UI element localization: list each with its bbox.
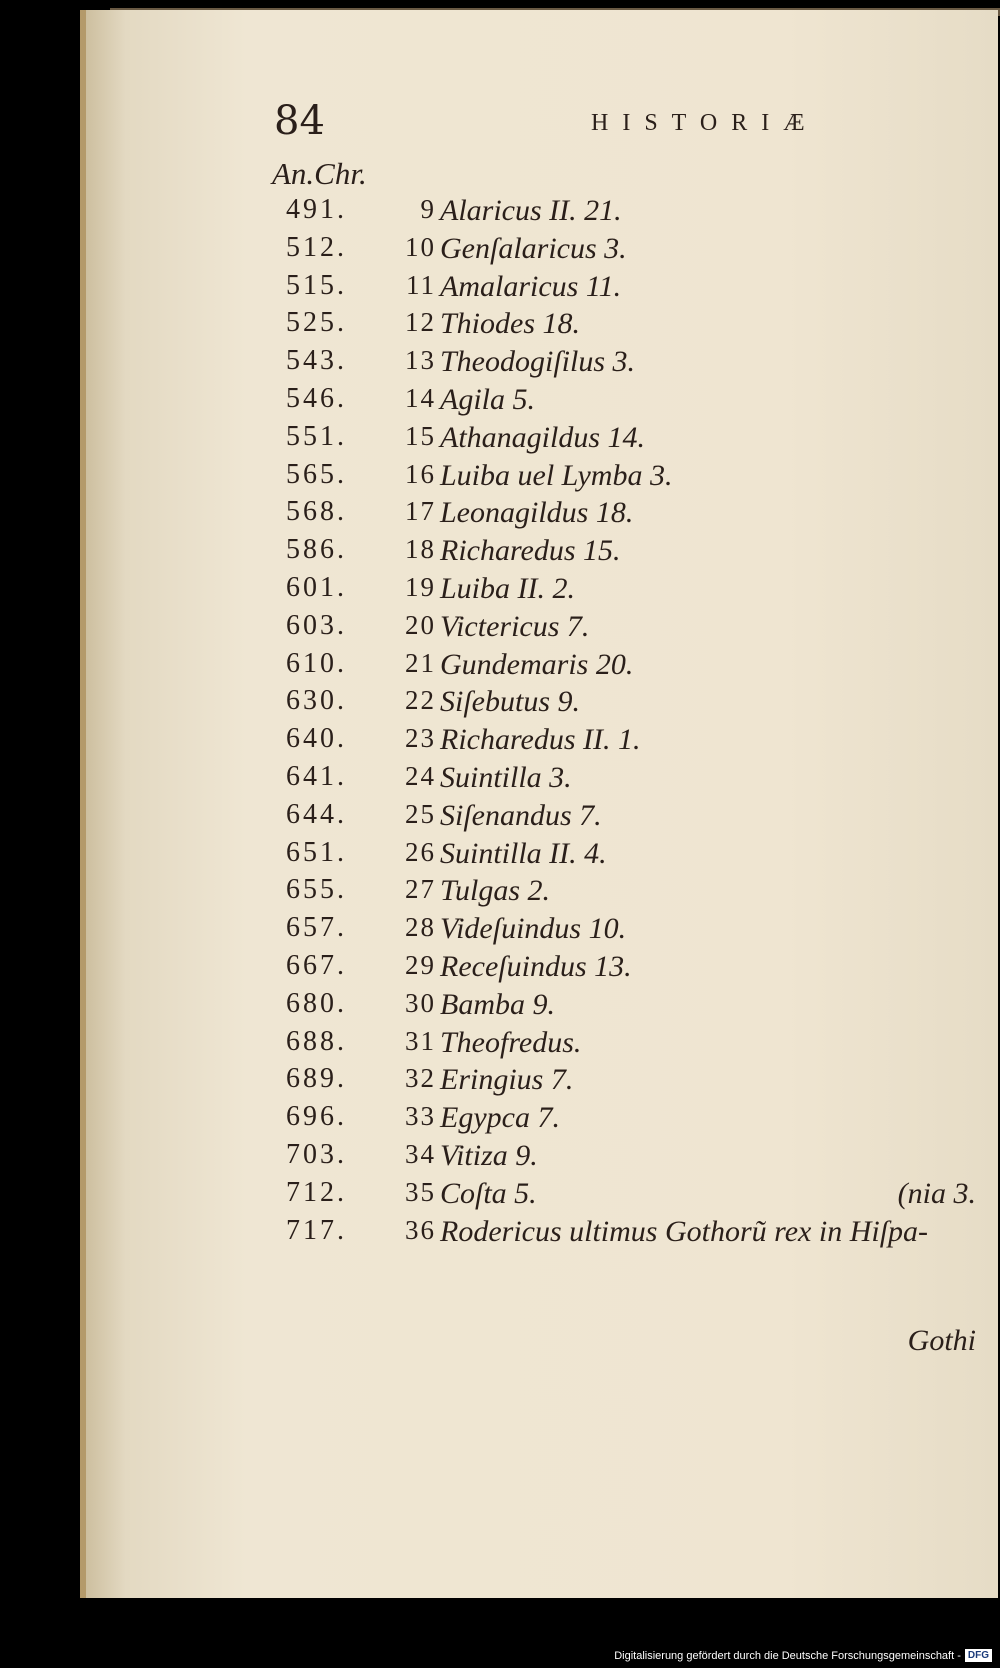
year-cell: 667.	[286, 950, 347, 981]
dfg-logo-icon: DFG	[965, 1649, 992, 1662]
year-cell: 696.	[286, 1101, 347, 1133]
table-row	[86, 459, 998, 499]
king-name-cell: Gundemaris 20.	[440, 647, 634, 681]
table-row	[86, 610, 998, 650]
ordinal-cell: 9	[420, 194, 436, 224]
year-cell: 565.	[286, 458, 347, 490]
year-cell: 586.	[286, 534, 347, 566]
king-name-cell: Richaredus 15.	[440, 534, 621, 568]
table-row	[86, 1177, 998, 1217]
book-page	[80, 10, 998, 1598]
year-cell: 568.	[286, 496, 347, 528]
table-row	[86, 950, 998, 990]
king-name-cell: Theofredus.	[440, 1025, 582, 1059]
king-name-cell: Alaricus II. 21.	[440, 194, 622, 227]
king-name-cell: Egypca 7.	[440, 1101, 560, 1135]
year-cell: 689.	[286, 1063, 347, 1095]
catchword: Gothi	[907, 1324, 976, 1357]
margin-note: (nia 3.	[897, 1176, 976, 1210]
credit-text: Digitalisierung gefördert durch die Deutsche Forschungsgemeinschaft -	[614, 1649, 961, 1662]
king-name-cell: Amalaricus 11.	[440, 269, 622, 303]
king-name-cell: Suintilla II. 4.	[440, 836, 607, 870]
ordinal-cell: 12	[405, 307, 436, 338]
ordinal-cell: 20	[405, 609, 436, 640]
table-row	[86, 345, 998, 385]
year-cell: 644.	[286, 798, 347, 830]
king-name-cell: Videſuindus 10.	[440, 912, 627, 946]
year-cell: 491.	[286, 194, 347, 225]
year-cell: 610.	[286, 647, 347, 679]
year-cell: 546.	[286, 383, 347, 414]
year-cell: 688.	[286, 1025, 347, 1057]
ordinal-cell: 32	[405, 1063, 436, 1094]
king-name-cell: Richaredus II. 1.	[440, 723, 641, 757]
ordinal-cell: 22	[405, 685, 436, 716]
year-cell: 630.	[286, 685, 347, 717]
year-cell: 543.	[286, 345, 347, 377]
ordinal-cell: 11	[406, 269, 436, 300]
ordinal-cell: 35	[405, 1176, 436, 1207]
ordinal-cell: 25	[405, 798, 436, 829]
year-cell: 512.	[286, 231, 347, 263]
king-name-cell: Rodericus ultimus Gothorũ rex in Hiſpa-	[440, 1214, 929, 1248]
ordinal-cell: 21	[405, 647, 436, 678]
year-cell: 640.	[286, 723, 347, 755]
king-name-cell: Siſenandus 7.	[440, 798, 602, 832]
king-name-cell: Victericus 7.	[440, 609, 590, 643]
ordinal-cell: 30	[405, 987, 436, 1018]
table-row	[86, 912, 998, 952]
king-name-cell: Luiba II. 2.	[440, 572, 575, 605]
year-cell: 717.	[286, 1214, 347, 1246]
table-row	[86, 685, 998, 725]
ordinal-cell: 19	[405, 572, 436, 602]
year-cell: 603.	[286, 609, 347, 641]
year-cell: 655.	[286, 874, 347, 906]
ordinal-cell: 23	[405, 723, 436, 754]
table-row	[86, 194, 998, 234]
ordinal-cell: 28	[405, 912, 436, 943]
king-name-cell: Thiodes 18.	[440, 307, 581, 341]
year-cell: 712.	[286, 1176, 347, 1208]
table-row	[86, 572, 998, 612]
king-name-cell: Suintilla 3.	[440, 761, 572, 794]
table-row	[86, 383, 998, 423]
running-head	[86, 98, 998, 148]
table-row	[86, 232, 998, 272]
column-header: An.Chr.	[272, 156, 367, 191]
year-cell: 703.	[286, 1139, 347, 1170]
year-cell: 641.	[286, 761, 347, 792]
ordinal-cell: 10	[405, 231, 436, 262]
ordinal-cell: 16	[405, 458, 436, 489]
king-name-cell: Bamba 9.	[440, 987, 555, 1021]
table-row	[86, 874, 998, 914]
year-cell: 657.	[286, 912, 347, 944]
ordinal-cell: 31	[405, 1025, 436, 1056]
page-heading: HISTORIÆ	[591, 110, 819, 136]
king-name-cell: Eringius 7.	[440, 1063, 574, 1097]
table-row	[86, 496, 998, 536]
table-row	[86, 1215, 998, 1255]
table-row	[86, 1063, 998, 1103]
king-name-cell: Vitiza 9.	[440, 1139, 538, 1172]
table-row	[86, 534, 998, 574]
king-name-cell: Coſta 5.	[440, 1176, 537, 1210]
ordinal-cell: 17	[405, 496, 436, 527]
ordinal-cell: 36	[405, 1214, 436, 1245]
king-name-cell: Genſalaricus 3.	[440, 231, 627, 265]
ordinal-cell: 29	[405, 950, 436, 980]
ordinal-cell: 13	[405, 345, 436, 376]
year-cell: 651.	[286, 836, 347, 868]
ordinal-cell: 15	[405, 420, 436, 451]
table-row	[86, 1101, 998, 1141]
page-number: 84	[274, 98, 325, 144]
year-cell: 680.	[286, 987, 347, 1019]
year-cell: 601.	[286, 572, 347, 603]
year-cell: 551.	[286, 420, 347, 452]
ordinal-cell: 34	[405, 1139, 436, 1169]
dfg-credit	[614, 1649, 992, 1662]
ordinal-cell: 26	[405, 836, 436, 867]
table-row	[86, 307, 998, 347]
king-name-cell: Theodogiſilus 3.	[440, 345, 636, 379]
table-row	[86, 723, 998, 763]
table-row	[86, 837, 998, 877]
king-name-cell: Siſebutus 9.	[440, 685, 580, 719]
ordinal-cell: 27	[405, 874, 436, 905]
year-cell: 525.	[286, 307, 347, 339]
table-row	[86, 270, 998, 310]
king-name-cell: Luiba uel Lymba 3.	[440, 458, 673, 492]
king-name-cell: Receſuindus 13.	[440, 950, 632, 983]
table-row	[86, 799, 998, 839]
king-name-cell: Agila 5.	[440, 383, 535, 416]
table-row	[86, 421, 998, 461]
table-row	[86, 761, 998, 801]
table-row	[86, 1139, 998, 1179]
year-cell: 515.	[286, 269, 347, 301]
table-row	[86, 1026, 998, 1066]
table-row	[86, 648, 998, 688]
table-row	[86, 988, 998, 1028]
ordinal-cell: 14	[405, 383, 436, 413]
ordinal-cell: 24	[405, 761, 436, 791]
ordinal-cell: 18	[405, 534, 436, 565]
ordinal-cell: 33	[405, 1101, 436, 1132]
king-name-cell: Athanagildus 14.	[440, 420, 646, 454]
king-name-cell: Leonagildus 18.	[440, 496, 634, 530]
king-name-cell: Tulgas 2.	[440, 874, 551, 908]
